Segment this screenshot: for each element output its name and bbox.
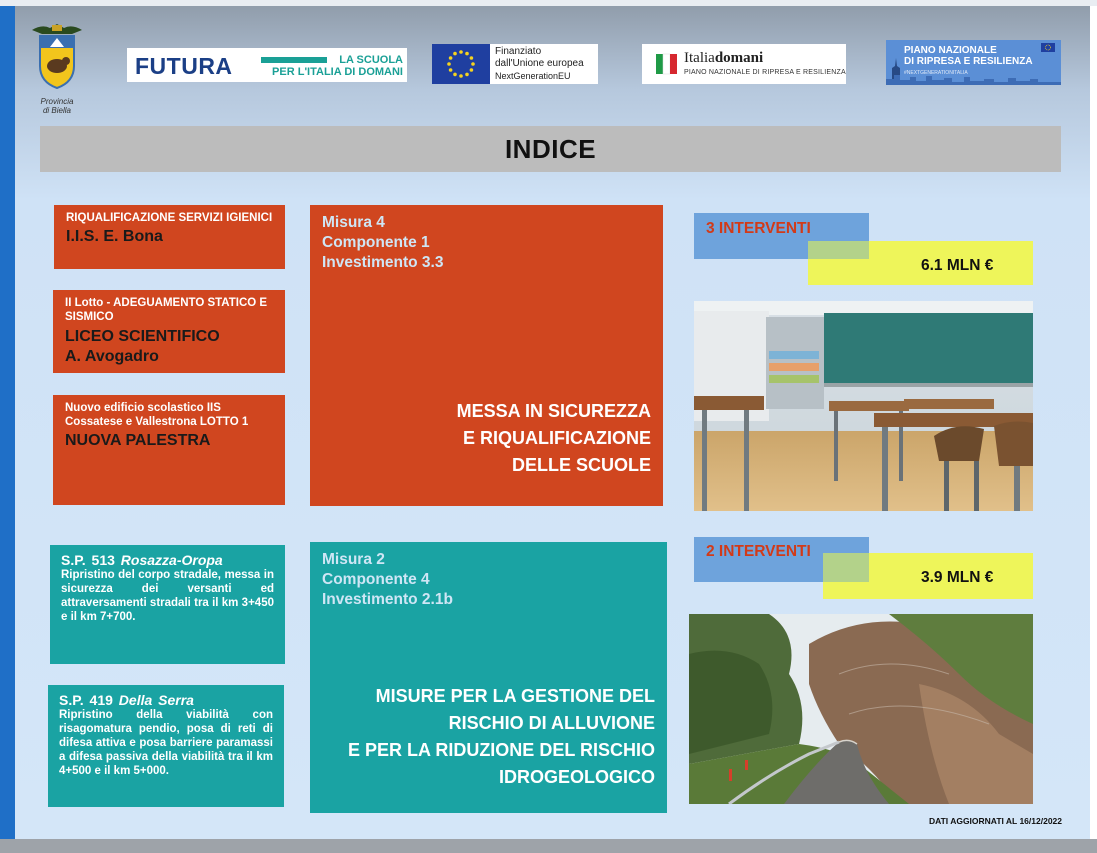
road-item-description: Ripristino della viabilità con risagomatura pendio, posa di reti di difesa attiva e posa barriere paramassi a difesa passiva della viabilità tra il km 4+500 e il km 5+000. (59, 709, 273, 777)
measure-description (457, 398, 651, 479)
eu-line2: dall'Unione europea (495, 58, 584, 69)
measure-desc-line: E RIQUALIFICAZIONE (463, 428, 651, 448)
italia-word: Italia (684, 50, 715, 66)
mountain-road-photo (689, 614, 1033, 804)
interventions-count: 2 INTERVENTI (706, 543, 811, 560)
pnrr-text (904, 45, 1033, 67)
futura-tagline-line2: PER L'ITALIA DI DOMANI (272, 66, 403, 78)
school-item-avogadro (53, 290, 285, 373)
school-item-name: LICEO SCIENTIFICO (65, 328, 220, 345)
school-item-bona (54, 205, 285, 269)
measure-desc-line: DELLE SCUOLE (511, 455, 651, 475)
badge-overlap (808, 241, 869, 259)
measure-codes (322, 213, 443, 273)
eu-funding-text (495, 46, 584, 83)
pnrr-line2: DI RIPRESA E RESILIENZA (904, 56, 1033, 67)
provincia-biella-crest (27, 22, 87, 114)
measure-desc-line: IDROGEOLOGICO (498, 767, 655, 787)
school-item-name: I.I.S. E. Bona (66, 228, 163, 245)
crest-caption-line1: Provincia (40, 97, 74, 106)
road-item-sp419 (48, 685, 284, 807)
road-item-sp513 (50, 545, 285, 664)
crest-caption-line2: di Biella (42, 106, 71, 115)
funding-amount: 6.1 MLN € (921, 257, 994, 274)
investimento-label: Investimento 3.3 (322, 254, 444, 271)
futura-stripe (261, 57, 327, 63)
update-date-note: DATI AGGIORNATI AL 16/12/2022 (928, 816, 1062, 826)
italia-domani-title (684, 50, 763, 67)
school-item-palestra (53, 395, 285, 505)
investimento-label: Investimento 2.1b (322, 591, 453, 608)
eu-flag-icon (432, 44, 490, 84)
page-title: INDICE (504, 133, 597, 164)
componente-label: Componente 4 (322, 571, 430, 588)
measure-desc-line: RISCHIO DI ALLUVIONE (448, 713, 655, 733)
pnrr-logo (886, 40, 1061, 85)
misura-label: Misura 2 (322, 551, 385, 568)
skyline-icon (886, 71, 1061, 85)
crest-icon (28, 22, 86, 90)
futura-tagline-line1: LA SCUOLA (339, 54, 403, 66)
measure-description (348, 683, 655, 791)
eu-line3: NextGenerationEU (495, 71, 571, 81)
interventions-count: 3 INTERVENTI (706, 220, 811, 237)
measure-box-schools (310, 205, 663, 506)
road-code: S.P. 419 (59, 692, 119, 708)
eu-funding-logo (432, 44, 598, 84)
measure-box-hydrogeological (310, 542, 667, 813)
futura-word: FUTURA (135, 53, 233, 79)
componente-label: Componente 1 (322, 234, 430, 251)
classroom-photo (694, 301, 1033, 511)
measure-desc-line: E PER LA RIDUZIONE DEL RISCHIO (347, 740, 655, 760)
road-item-title (59, 692, 273, 708)
misura-label: Misura 4 (322, 214, 385, 231)
school-item-name: NUOVA PALESTRA (65, 432, 211, 449)
left-accent-bar (0, 6, 15, 839)
domani-word: domani (714, 50, 764, 66)
measure-codes (322, 550, 453, 610)
road-code: S.P. 513 (61, 552, 121, 568)
pnrr-hashtag: #NEXTGENERATIONITALIA (904, 70, 968, 76)
road-item-description: Ripristino del corpo stradale, messa in sicurezza dei versanti ed attraversamenti stradali tra il km 3+450 e il km 7+700. (61, 569, 274, 623)
title-bar (40, 126, 1061, 172)
futura-logo (127, 48, 407, 82)
school-item-category: RIQUALIFICAZIONE SERVIZI IGIENICI (66, 212, 273, 224)
crest-caption (27, 97, 87, 115)
pnrr-line1: PIANO NAZIONALE (904, 45, 997, 56)
eu-line1: Finanziato (495, 46, 542, 57)
italian-flag-icon (656, 52, 678, 76)
school-item-category: II Lotto - ADEGUAMENTO STATICO E SISMICO (65, 297, 268, 323)
road-item-title (61, 552, 274, 568)
measure-desc-line: MESSA IN SICUREZZA (456, 401, 651, 421)
road-name: Della Serra (118, 692, 194, 708)
top-border (0, 0, 1097, 6)
school-item-name-line2: A. Avogadro (65, 348, 159, 365)
eu-flag-small-icon (1041, 43, 1055, 52)
road-name: Rosazza-Oropa (120, 552, 223, 568)
bottom-border (0, 839, 1097, 853)
italia-domani-subtitle: PIANO NAZIONALE DI RIPRESA E RESILIENZA (684, 69, 846, 76)
measure-desc-line: MISURE PER LA GESTIONE DEL (375, 686, 655, 706)
school-item-category: Nuovo edificio scolastico IIS Cossatese e Vallestrona LOTTO 1 (65, 402, 249, 428)
right-border (1090, 6, 1097, 853)
funding-amount: 3.9 MLN € (921, 569, 994, 586)
badge-overlap (823, 553, 869, 582)
italia-domani-logo (642, 44, 846, 84)
